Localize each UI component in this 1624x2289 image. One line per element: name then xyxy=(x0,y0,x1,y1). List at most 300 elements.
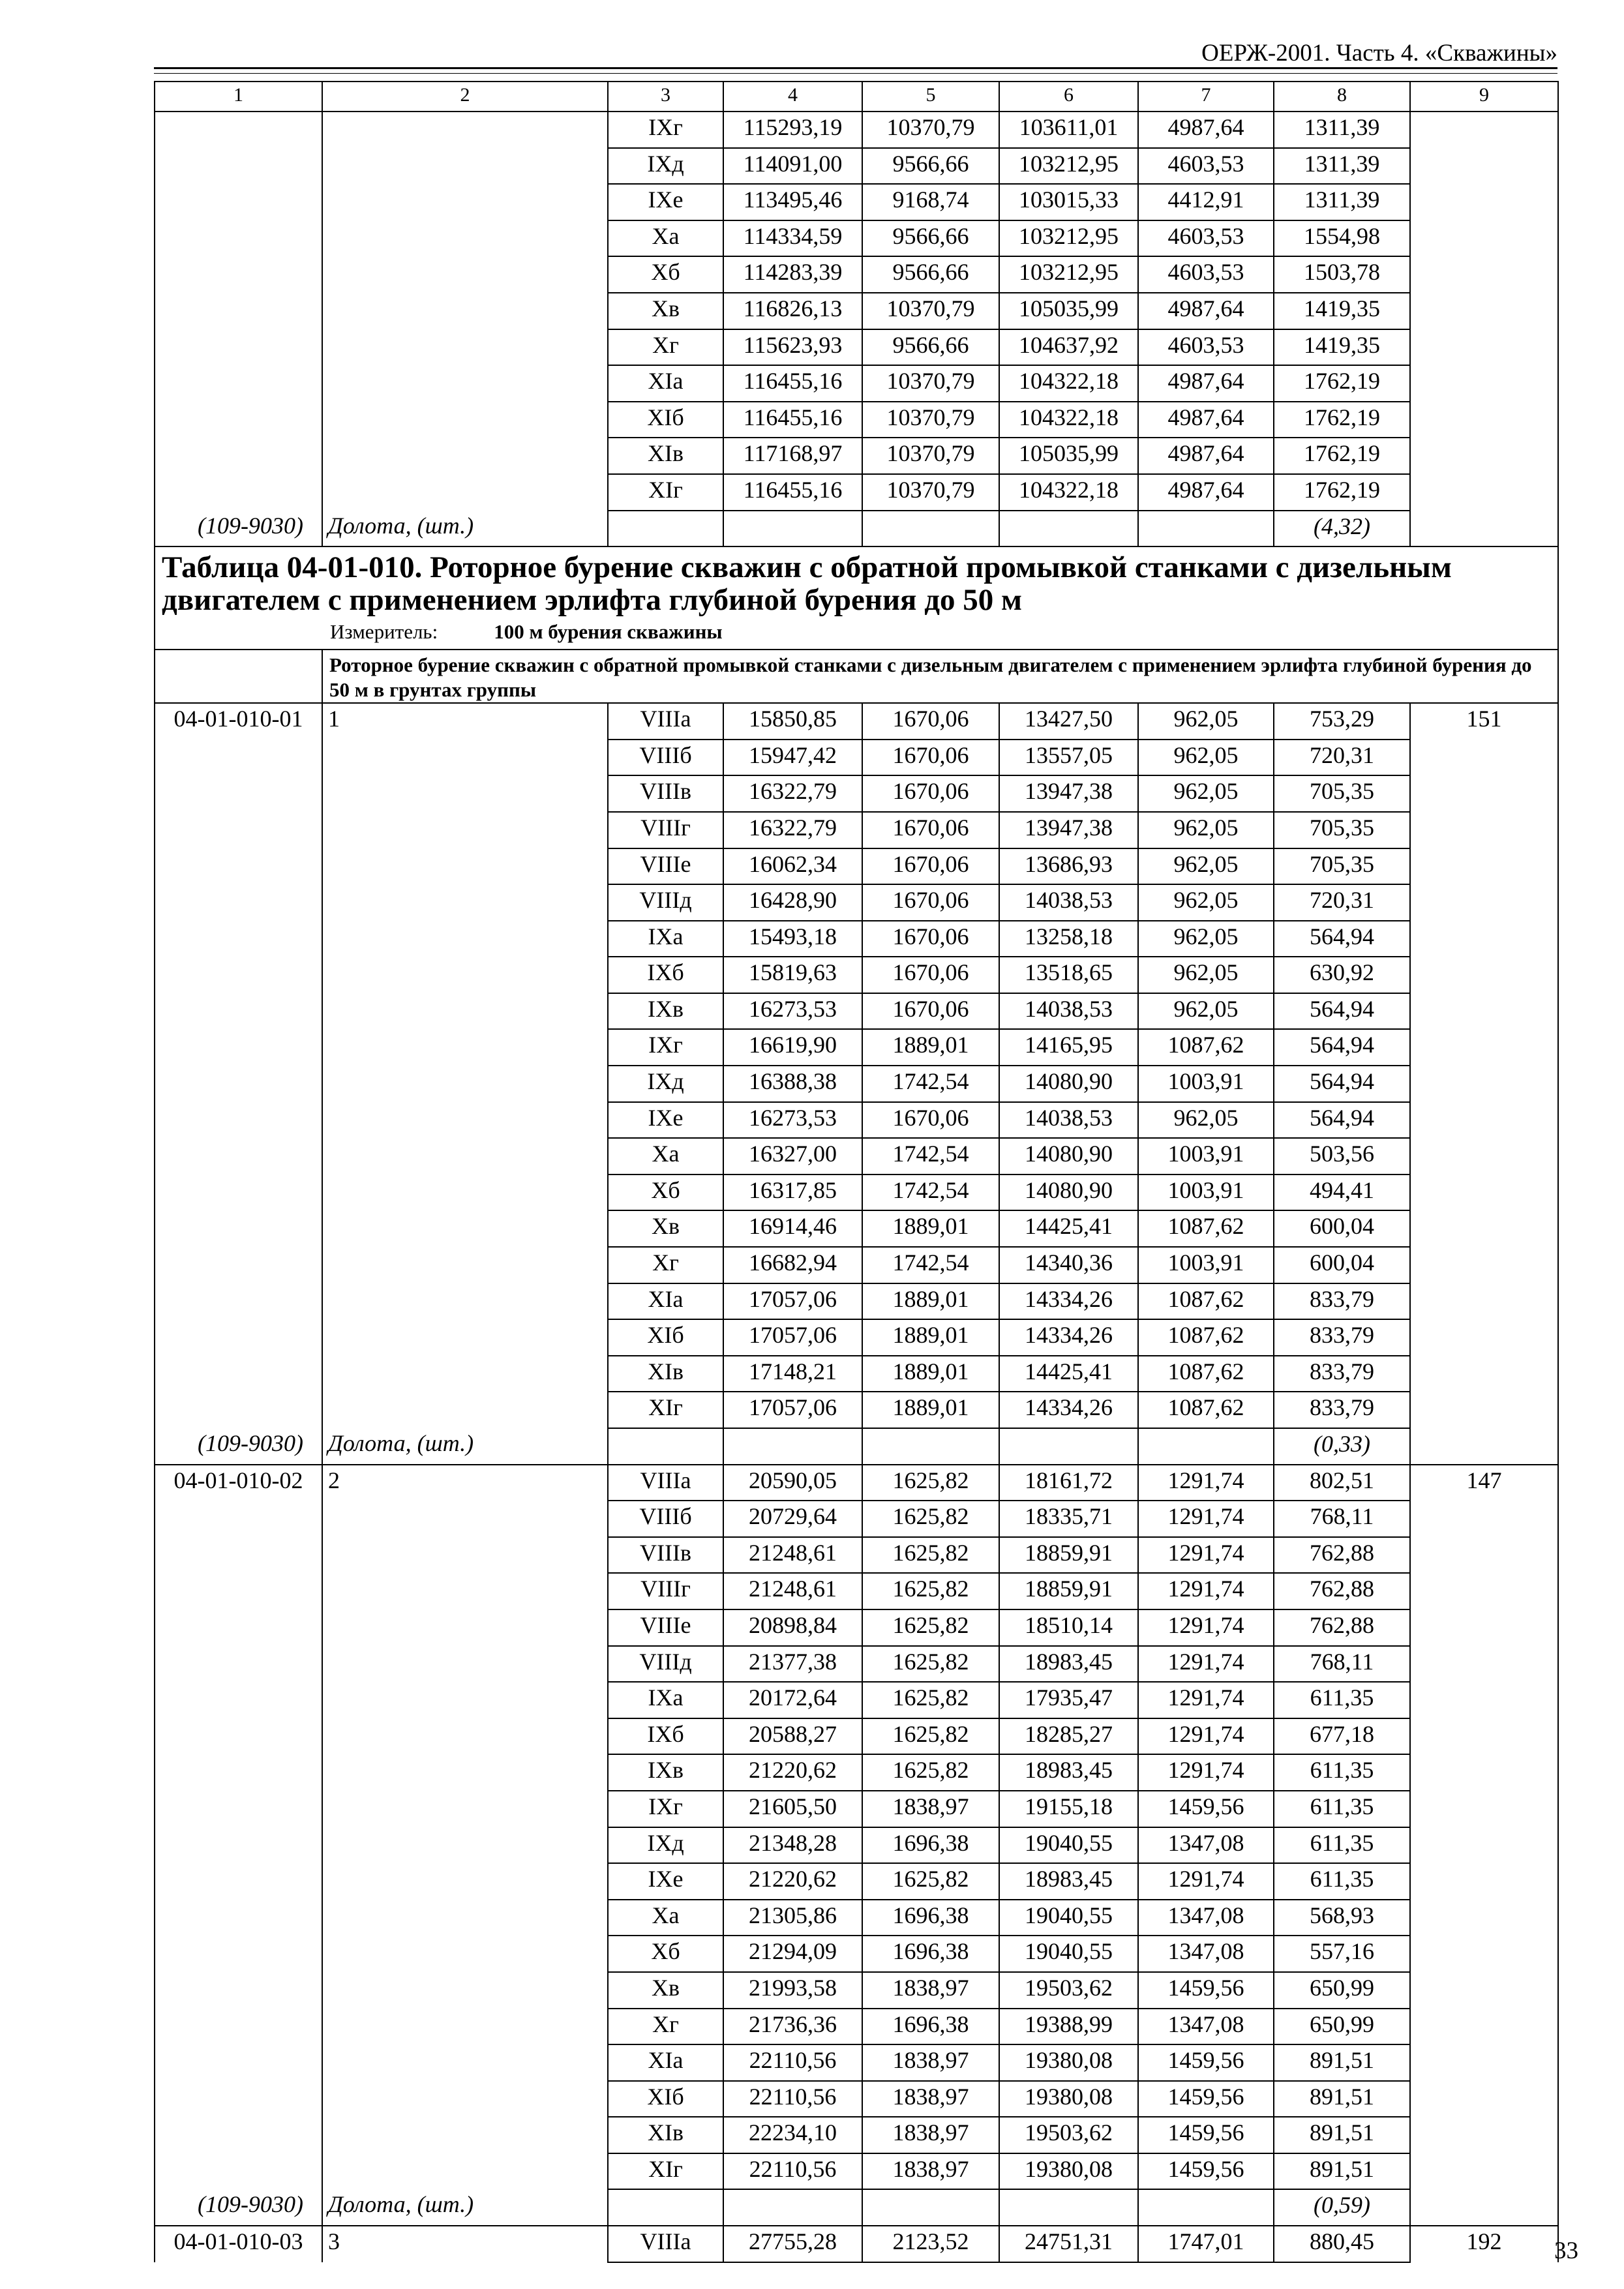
rate-name-cell xyxy=(322,148,608,185)
total-cost-cell: 15819,63 xyxy=(723,957,862,993)
materials-cell: 564,94 xyxy=(1274,993,1410,1030)
total-cost-cell: 17057,06 xyxy=(723,1392,862,1428)
operator-wages-cell: 1003,91 xyxy=(1138,1174,1274,1211)
rate-name-cell xyxy=(322,293,608,329)
operator-wages-cell: 4987,64 xyxy=(1138,402,1274,438)
total-cost-cell: 16327,00 xyxy=(723,1138,862,1174)
rate-name-cell xyxy=(322,402,608,438)
total-cost-cell: 17057,06 xyxy=(723,1283,862,1320)
labor-cell xyxy=(1410,1863,1558,1900)
total-cost-cell: 22110,56 xyxy=(723,2044,862,2081)
machines-cell: 19040,55 xyxy=(999,1936,1138,1972)
rate-name-cell xyxy=(322,329,608,366)
rate-code-cell: 04-01-010-01 xyxy=(155,703,322,740)
table-row xyxy=(155,1718,1558,1755)
table-row xyxy=(155,329,1558,366)
table-row xyxy=(155,2044,1558,2081)
operator-wages-cell: 1459,56 xyxy=(1138,1791,1274,1827)
rate-name-cell xyxy=(322,2081,608,2117)
materials-cell: 568,93 xyxy=(1274,1900,1410,1936)
wages-cell: 1742,54 xyxy=(862,1174,999,1211)
operator-wages-cell: 1087,62 xyxy=(1138,1210,1274,1247)
wages-cell: 10370,79 xyxy=(862,293,999,329)
machines-cell: 13947,38 xyxy=(999,812,1138,848)
soil-group-cell: IXг xyxy=(608,1791,723,1827)
rate-code-cell xyxy=(155,1646,322,1683)
total-cost-cell: 114334,59 xyxy=(723,220,862,257)
soil-group-cell: XIв xyxy=(608,438,723,474)
operator-wages-cell: 1747,01 xyxy=(1138,2226,1274,2262)
rate-name-cell xyxy=(322,775,608,812)
operator-wages-cell: 4987,64 xyxy=(1138,365,1274,402)
total-cost-cell: 116455,16 xyxy=(723,402,862,438)
labor-cell xyxy=(1410,2081,1558,2117)
total-cost-cell: 20172,64 xyxy=(723,1682,862,1718)
operator-wages-cell: 962,05 xyxy=(1138,775,1274,812)
labor-cell xyxy=(1410,438,1558,474)
soil-group-cell: IXг xyxy=(608,1029,723,1066)
operator-wages-cell: 1347,08 xyxy=(1138,1936,1274,1972)
column-number-row xyxy=(155,82,1558,112)
empty-cell xyxy=(608,511,723,547)
rate-name-cell xyxy=(322,812,608,848)
labor-cell xyxy=(1410,1900,1558,1936)
operator-wages-cell: 4603,53 xyxy=(1138,256,1274,293)
machines-cell: 14038,53 xyxy=(999,1102,1138,1139)
labor-cell xyxy=(1410,220,1558,257)
total-cost-cell: 16322,79 xyxy=(723,812,862,848)
machines-cell: 18510,14 xyxy=(999,1609,1138,1646)
materials-cell: 802,51 xyxy=(1274,1465,1410,1501)
machines-cell: 14334,26 xyxy=(999,1392,1138,1428)
labor-cell xyxy=(1410,812,1558,848)
rate-name-cell xyxy=(322,1029,608,1066)
document-title: ОЕРЖ-2001. Часть 4. «Скважины» xyxy=(1201,40,1557,67)
table-title: Таблица 04-01-010. Роторное бурение скважин с обратной промывкой станками с дизельным двигателем с применением эрлифта глубиной бурения до 50 м xyxy=(162,550,1452,618)
empty-cell xyxy=(862,2189,999,2226)
rate-code-cell xyxy=(155,1791,322,1827)
rate-code-cell xyxy=(155,1682,322,1718)
rate-name-cell xyxy=(322,1573,608,1609)
operator-wages-cell: 4987,64 xyxy=(1138,293,1274,329)
labor-cell xyxy=(1410,775,1558,812)
operator-wages-cell: 1087,62 xyxy=(1138,1392,1274,1428)
total-cost-cell: 21348,28 xyxy=(723,1827,862,1864)
column-number: 1 xyxy=(155,82,322,112)
labor-cell xyxy=(1410,2117,1558,2153)
total-cost-cell: 15850,85 xyxy=(723,703,862,740)
soil-group-cell: VIIIе xyxy=(608,1609,723,1646)
soil-group-cell: IXа xyxy=(608,921,723,957)
labor-cell xyxy=(1410,1646,1558,1683)
rate-code-cell xyxy=(155,1609,322,1646)
total-cost-cell: 17057,06 xyxy=(723,1319,862,1356)
materials-cell: 833,79 xyxy=(1274,1356,1410,1392)
table-row xyxy=(155,1791,1558,1827)
rate-code-cell xyxy=(155,148,322,185)
soil-group-cell: XIг xyxy=(608,2153,723,2190)
wages-cell: 10370,79 xyxy=(862,112,999,148)
labor-cell xyxy=(1410,1247,1558,1283)
total-cost-cell: 116826,13 xyxy=(723,293,862,329)
rate-name-cell: 3 xyxy=(322,2226,608,2262)
soil-group-cell: VIIIг xyxy=(608,812,723,848)
rate-name-cell xyxy=(322,2117,608,2153)
materials-cell: 891,51 xyxy=(1274,2044,1410,2081)
soil-group-cell: XIг xyxy=(608,1392,723,1428)
soil-group-cell: Xг xyxy=(608,329,723,366)
operator-wages-cell: 1459,56 xyxy=(1138,1972,1274,2009)
rate-name-cell xyxy=(322,220,608,257)
rate-name-cell xyxy=(322,256,608,293)
soil-group-cell: IXб xyxy=(608,957,723,993)
total-cost-cell: 21220,62 xyxy=(723,1863,862,1900)
labor-cell xyxy=(1410,1718,1558,1755)
operator-wages-cell: 962,05 xyxy=(1138,993,1274,1030)
wages-cell: 1838,97 xyxy=(862,1972,999,2009)
wages-cell: 10370,79 xyxy=(862,474,999,511)
table-row xyxy=(155,365,1558,402)
rate-code-cell xyxy=(155,402,322,438)
soil-group-cell: Xб xyxy=(608,1936,723,1972)
machines-cell: 103015,33 xyxy=(999,184,1138,220)
table-row xyxy=(155,256,1558,293)
wages-cell: 1670,06 xyxy=(862,775,999,812)
operator-wages-cell: 962,05 xyxy=(1138,1102,1274,1139)
table-row xyxy=(155,1066,1558,1102)
total-cost-cell: 21220,62 xyxy=(723,1754,862,1791)
labor-cell xyxy=(1410,993,1558,1030)
column-number: 5 xyxy=(862,82,999,112)
machines-cell: 18983,45 xyxy=(999,1863,1138,1900)
soil-group-cell: IXе xyxy=(608,1863,723,1900)
machines-cell: 13258,18 xyxy=(999,921,1138,957)
operator-wages-cell: 1291,74 xyxy=(1138,1501,1274,1537)
machines-cell: 18285,27 xyxy=(999,1718,1138,1755)
empty-cell xyxy=(862,1428,999,1465)
rate-code-cell xyxy=(155,1356,322,1392)
table-row xyxy=(155,921,1558,957)
labor-cell xyxy=(1410,1827,1558,1864)
wages-cell: 9566,66 xyxy=(862,256,999,293)
wages-cell: 1625,82 xyxy=(862,1501,999,1537)
machines-cell: 19040,55 xyxy=(999,1827,1138,1864)
rate-code-cell xyxy=(155,1863,322,1900)
table-row xyxy=(155,1029,1558,1066)
machines-cell: 14334,26 xyxy=(999,1319,1138,1356)
soil-group-cell: VIIIа xyxy=(608,2226,723,2262)
materials-cell: 557,16 xyxy=(1274,1936,1410,1972)
soil-group-cell: Xв xyxy=(608,1210,723,1247)
total-cost-cell: 21248,61 xyxy=(723,1573,862,1609)
operator-wages-cell: 1087,62 xyxy=(1138,1356,1274,1392)
machines-cell: 104322,18 xyxy=(999,402,1138,438)
rate-code-cell xyxy=(155,112,322,148)
operator-wages-cell: 962,05 xyxy=(1138,812,1274,848)
rate-code-cell xyxy=(155,1319,322,1356)
operator-wages-cell: 962,05 xyxy=(1138,921,1274,957)
total-cost-cell: 21305,86 xyxy=(723,1900,862,1936)
labor-cell xyxy=(1410,1210,1558,1247)
table-row xyxy=(155,1174,1558,1211)
machines-cell: 19380,08 xyxy=(999,2153,1138,2190)
rates-table xyxy=(154,81,1559,2263)
soil-group-cell: Xв xyxy=(608,293,723,329)
wages-cell: 1625,82 xyxy=(862,1609,999,1646)
soil-group-cell: VIIIб xyxy=(608,740,723,776)
materials-cell: 1762,19 xyxy=(1274,438,1410,474)
materials-cell: 1311,39 xyxy=(1274,112,1410,148)
empty-cell xyxy=(999,1428,1138,1465)
wages-cell: 10370,79 xyxy=(862,365,999,402)
wages-cell: 1670,06 xyxy=(862,740,999,776)
page-number: 33 xyxy=(1554,2237,1578,2264)
operator-wages-cell: 4987,64 xyxy=(1138,438,1274,474)
total-cost-cell: 22110,56 xyxy=(723,2081,862,2117)
operator-wages-cell: 1087,62 xyxy=(1138,1319,1274,1356)
machines-cell: 18983,45 xyxy=(999,1646,1138,1683)
wages-cell: 1625,82 xyxy=(862,1718,999,1755)
operator-wages-cell: 1347,08 xyxy=(1138,1900,1274,1936)
rate-code-cell xyxy=(155,1392,322,1428)
machines-cell: 17935,47 xyxy=(999,1682,1138,1718)
wages-cell: 1838,97 xyxy=(862,2153,999,2190)
table-row xyxy=(155,184,1558,220)
operator-wages-cell: 1003,91 xyxy=(1138,1066,1274,1102)
empty-cell xyxy=(1410,511,1558,547)
empty-cell xyxy=(723,2189,862,2226)
materials-cell: 1554,98 xyxy=(1274,220,1410,257)
page-header xyxy=(154,37,1557,69)
rate-code-cell xyxy=(155,1102,322,1139)
operator-wages-cell: 1291,74 xyxy=(1138,1465,1274,1501)
materials-cell: 1762,19 xyxy=(1274,365,1410,402)
labor-cell xyxy=(1410,1066,1558,1102)
materials-cell: 768,11 xyxy=(1274,1646,1410,1683)
materials-cell: 503,56 xyxy=(1274,1138,1410,1174)
materials-cell: 611,35 xyxy=(1274,1682,1410,1718)
total-cost-cell: 16682,94 xyxy=(723,1247,862,1283)
labor-cell xyxy=(1410,1501,1558,1537)
operator-wages-cell: 1291,74 xyxy=(1138,1537,1274,1574)
operator-wages-cell: 4412,91 xyxy=(1138,184,1274,220)
total-cost-cell: 21605,50 xyxy=(723,1791,862,1827)
rate-name-cell xyxy=(322,848,608,885)
table-row xyxy=(155,1392,1558,1428)
rate-code-cell xyxy=(155,1283,322,1320)
materials-cell: 720,31 xyxy=(1274,740,1410,776)
soil-group-cell: VIIIв xyxy=(608,775,723,812)
wages-cell: 1670,06 xyxy=(862,884,999,921)
labor-cell xyxy=(1410,921,1558,957)
table-row xyxy=(155,2117,1558,2153)
soil-group-cell: XIб xyxy=(608,402,723,438)
table-row xyxy=(155,740,1558,776)
wages-cell: 9566,66 xyxy=(862,148,999,185)
soil-group-cell: Xб xyxy=(608,1174,723,1211)
machines-cell: 19040,55 xyxy=(999,1900,1138,1936)
machines-cell: 14080,90 xyxy=(999,1138,1138,1174)
total-cost-cell: 116455,16 xyxy=(723,365,862,402)
empty-cell xyxy=(999,511,1138,547)
table-row xyxy=(155,993,1558,1030)
wages-cell: 1889,01 xyxy=(862,1210,999,1247)
wages-cell: 1889,01 xyxy=(862,1356,999,1392)
rate-code-cell xyxy=(155,884,322,921)
wages-cell: 9168,74 xyxy=(862,184,999,220)
labor-cell xyxy=(1410,1791,1558,1827)
labor-cell xyxy=(1410,256,1558,293)
machines-cell: 104322,18 xyxy=(999,365,1138,402)
operator-wages-cell: 962,05 xyxy=(1138,957,1274,993)
operator-wages-cell: 962,05 xyxy=(1138,703,1274,740)
machines-cell: 105035,99 xyxy=(999,438,1138,474)
operator-wages-cell: 1087,62 xyxy=(1138,1283,1274,1320)
rate-name-cell xyxy=(322,1283,608,1320)
rate-name-cell: 1 xyxy=(322,703,608,740)
operator-wages-cell: 4987,64 xyxy=(1138,112,1274,148)
empty-cell xyxy=(1410,2189,1558,2226)
rate-code-cell xyxy=(155,474,322,511)
operator-wages-cell: 1459,56 xyxy=(1138,2153,1274,2190)
machines-cell: 103611,01 xyxy=(999,112,1138,148)
rate-name-cell xyxy=(322,1646,608,1683)
soil-group-cell: XIа xyxy=(608,2044,723,2081)
soil-group-cell: Xг xyxy=(608,1247,723,1283)
labor-cell xyxy=(1410,1972,1558,2009)
operator-wages-cell: 962,05 xyxy=(1138,884,1274,921)
rate-code-cell xyxy=(155,1900,322,1936)
table-row xyxy=(155,1609,1558,1646)
labor-cell xyxy=(1410,1174,1558,1211)
measure-label: Измеритель: xyxy=(330,620,438,644)
operator-wages-cell: 1347,08 xyxy=(1138,1827,1274,1864)
rate-code-cell xyxy=(155,812,322,848)
materials-cell: 705,35 xyxy=(1274,848,1410,885)
operator-wages-cell: 1291,74 xyxy=(1138,1609,1274,1646)
rate-name-cell xyxy=(322,1791,608,1827)
wages-cell: 9566,66 xyxy=(862,329,999,366)
table-row xyxy=(155,1247,1558,1283)
empty-cell xyxy=(608,2189,723,2226)
rate-name-cell xyxy=(322,1210,608,1247)
machines-cell: 14038,53 xyxy=(999,884,1138,921)
table-row xyxy=(155,1102,1558,1139)
machines-cell: 105035,99 xyxy=(999,293,1138,329)
table-row xyxy=(155,1465,1558,1501)
total-cost-cell: 16273,53 xyxy=(723,1102,862,1139)
total-cost-cell: 16322,79 xyxy=(723,775,862,812)
machines-cell: 18859,91 xyxy=(999,1537,1138,1574)
total-cost-cell: 16388,38 xyxy=(723,1066,862,1102)
resource-value: (4,32) xyxy=(1274,511,1410,547)
soil-group-cell: IXе xyxy=(608,1102,723,1139)
wages-cell: 1670,06 xyxy=(862,921,999,957)
labor-cell xyxy=(1410,1138,1558,1174)
labor-cell xyxy=(1410,2009,1558,2045)
subtitle-cell xyxy=(322,650,1558,703)
total-cost-cell: 21248,61 xyxy=(723,1537,862,1574)
table-title-row xyxy=(155,546,1558,650)
measure-line xyxy=(162,619,1551,645)
labor-cell: 147 xyxy=(1410,1465,1558,1501)
operator-wages-cell: 1291,74 xyxy=(1138,1646,1274,1683)
machines-cell: 14340,36 xyxy=(999,1247,1138,1283)
machines-cell: 13427,50 xyxy=(999,703,1138,740)
soil-group-cell: VIIIа xyxy=(608,1465,723,1501)
labor-cell xyxy=(1410,740,1558,776)
rate-code-cell xyxy=(155,438,322,474)
table-row xyxy=(155,775,1558,812)
column-number: 4 xyxy=(723,82,862,112)
soil-group-cell: Xа xyxy=(608,1138,723,1174)
rate-code-cell xyxy=(155,1972,322,2009)
rate-code-cell xyxy=(155,740,322,776)
wages-cell: 1625,82 xyxy=(862,1646,999,1683)
machines-cell: 14425,41 xyxy=(999,1210,1138,1247)
table-row xyxy=(155,1827,1558,1864)
total-cost-cell: 16062,34 xyxy=(723,848,862,885)
total-cost-cell: 16914,46 xyxy=(723,1210,862,1247)
total-cost-cell: 21993,58 xyxy=(723,1972,862,2009)
total-cost-cell: 115293,19 xyxy=(723,112,862,148)
wages-cell: 1742,54 xyxy=(862,1138,999,1174)
table-row xyxy=(155,148,1558,185)
total-cost-cell: 15493,18 xyxy=(723,921,862,957)
materials-cell: 768,11 xyxy=(1274,1501,1410,1537)
wages-cell: 1889,01 xyxy=(862,1319,999,1356)
labor-cell xyxy=(1410,365,1558,402)
labor-cell xyxy=(1410,2044,1558,2081)
labor-cell xyxy=(1410,848,1558,885)
machines-cell: 18859,91 xyxy=(999,1573,1138,1609)
labor-cell xyxy=(1410,148,1558,185)
table-row xyxy=(155,1283,1558,1320)
wages-cell: 2123,52 xyxy=(862,2226,999,2262)
section-subtitle: Роторное бурение скважин с обратной промывкой станками с дизельным двигателем с применением эрлифта глубиной бурения до 50 м в грунтах группы xyxy=(329,653,1532,702)
rate-code-cell xyxy=(155,2044,322,2081)
soil-group-cell: VIIIд xyxy=(608,884,723,921)
column-number: 9 xyxy=(1410,82,1558,112)
resource-name: Долота, (шт.) xyxy=(322,511,608,547)
soil-group-cell: XIв xyxy=(608,1356,723,1392)
rate-name-cell xyxy=(322,1319,608,1356)
total-cost-cell: 27755,28 xyxy=(723,2226,862,2262)
empty-cell xyxy=(608,1428,723,1465)
soil-group-cell: VIIIв xyxy=(608,1537,723,1574)
materials-cell: 753,29 xyxy=(1274,703,1410,740)
table-row xyxy=(155,2009,1558,2045)
machines-cell: 19380,08 xyxy=(999,2081,1138,2117)
machines-cell: 13518,65 xyxy=(999,957,1138,993)
materials-cell: 630,92 xyxy=(1274,957,1410,993)
wages-cell: 1670,06 xyxy=(862,703,999,740)
empty-cell xyxy=(862,511,999,547)
total-cost-cell: 20729,64 xyxy=(723,1501,862,1537)
total-cost-cell: 16619,90 xyxy=(723,1029,862,1066)
operator-wages-cell: 1291,74 xyxy=(1138,1863,1274,1900)
rate-code-cell xyxy=(155,2009,322,2045)
wages-cell: 1696,38 xyxy=(862,1936,999,1972)
soil-group-cell: XIв xyxy=(608,2117,723,2153)
machines-cell: 14425,41 xyxy=(999,1356,1138,1392)
rate-code-cell xyxy=(155,1501,322,1537)
materials-cell: 1419,35 xyxy=(1274,329,1410,366)
operator-wages-cell: 1291,74 xyxy=(1138,1718,1274,1755)
rate-name-cell xyxy=(322,365,608,402)
resource-row xyxy=(155,2189,1558,2226)
table-row xyxy=(155,1754,1558,1791)
